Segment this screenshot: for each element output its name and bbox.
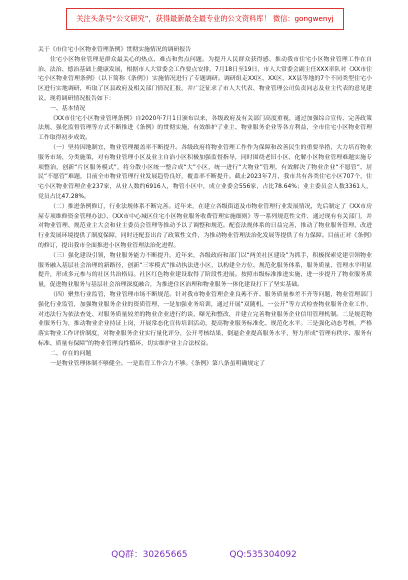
paragraph: （二）推进条例修订，行业法规体系不断完善。近年来，在建立各级街道及市物业管理行业发展情况，先后制定了《XX市房屋专项维修资金管理办法》、《XX市中心城区住宅小区物业服务收费管理实施细则》等一系列规范性文件，通过现有有关部门，并对物业管理、规范业主大会和业主委员会管理等推动予以了调整和规范。配套法规体系的日益完善，推动了物业服务管理、改进行业发展环境提供了制度保障，同时还配套出台了政策性文件，为推动物业管理法治化发展等提供了有力保障。目前正对《条例》的修订，提出我市全面推进小区物业管理法治化进程。	[38, 203, 372, 249]
paragraph: （一）坚持因地制宜，物业管理覆盖率不断提升。各级政府将物业管理工作作为保障和改善民生的重要举措，大力培育物业服务市场，分类施策，对有物业管理小区及业主自治小区积极加强监督指导，同时围绕老旧小区、化解小区物业管理难题实施专项整治，创新“片区服务模式”，将分散小区统一整合成“大”小区，统一进行“大物业”管理，有效解决了物业企业“不愿管”、居民“不愿管”难题，目前全市物业管理行业发展趋势良好，覆盖率不断提升。截止2023年7月，我市共有各类住宅小区707个，住宅小区物业管理企业237家，从业人数约6916人，物管小区中，成立业委会556家，占比78.64%；业主委员会人数3361人，党员占比47.28%。	[38, 144, 372, 200]
section-heading-problems: 二、存在的问题	[50, 350, 92, 357]
qq-number-text: QQ:535304092	[229, 550, 297, 560]
footer-contact	[0, 548, 408, 562]
document-body	[38, 46, 372, 369]
intro-paragraph: 住宅小区物业管理是群众最关心的热点、难点和焦点问题。为提升人民群众获得感、推动我市住宅小区物业管理工作在自治、法治、德治基础上健康发展，根据市人大常委会工作要点安排，7月18日至19日，市人大常委会副主任XXX率队对《XX市住宅小区物业管理条例》（以下简称《条例》）实施情况进行了专题调研。调研组走XX区、XX区、XX县等地的7个不同类型住宅小区进行实地调研，听取了区县政府及相关部门情况汇报，并广泛征求了市人大代表、物业管理公司负责同志及业主代表的意见建议。现将调研情况报告如下：	[38, 56, 372, 102]
section-heading-basic: 一、基本情况	[50, 105, 86, 112]
paragraph: （三）强化建设引领，物业服务能力不断提升。近年来，各级政府和部门以“两美社区建设”为抓手，积极探索党建引领物业服务融入基层社会治理的新路径，创新“三零模式”推动执法进小区，以构建全方位、规范化服务体系，服务质量、管理水平明显提升，形成多元参与的社区共治格局。社区红色物业建设取得了阶段性进展。按照市级标准推进实施，进一步提升了物业服务质量，促进物业服务与基层社会治理深度融合，为推进住区治理和物业服务一体化建设打下了坚实基础。	[38, 252, 372, 289]
document-title: 关于《市住宅小区物业管理条例》贯彻实施情况的调研报告	[38, 47, 192, 53]
promo-banner: 关注头条号“公文研究”，获得最新最全最专业的公文资料库！ 微信：gongwenyj	[66, 8, 344, 30]
paragraph: 《XX市住宅小区物业管理条例》自2020年7月1日颁布以来，各级政府及有关部门高度重视，通过加强综合宣传、完善政策法规、强化监督管理等方式不断推进《条例》的贯彻实施，有效维护了业主、物业服务企业等各方利益，全市住宅小区物业管理工作取得初步成效。	[38, 115, 372, 142]
qq-group-text: QQ群：30265665	[111, 550, 188, 560]
paragraph: （四）聚焦行业监管，物业管理市场不断规范。针对我市物业管理企业良莠不齐、服务质量参差不齐等问题，物业管理部门强化行业监管，加强物业服务企业的资质管理，一是加强业务培训，通过开展“双随机、一公开”等方式检查物业服务企业工作，对违法行为依法查处、对服务质量较差的物业企业进行约谈、曝光和整改，并建立完善物业服务企业信用管理机制。二是规范物业服务行为，推动物业企业持证上岗，开展常态化宣传培训活动，提高物业服务标准化、规范化水平。三是强化动态考核，严格落实物业工作评价制度，对物业服务企业实行量化评分，公开考核结果，倒逼企业提高服务水平，努力形成“管理有秩序、服务有标准、质量有保障”的物业管理良性循环，切实维护业主合法权益。	[38, 291, 372, 347]
paragraph: 一是物业管理体制不够健全。一是监管工作合力不够。《条例》第八条虽明确规定了	[50, 360, 266, 367]
